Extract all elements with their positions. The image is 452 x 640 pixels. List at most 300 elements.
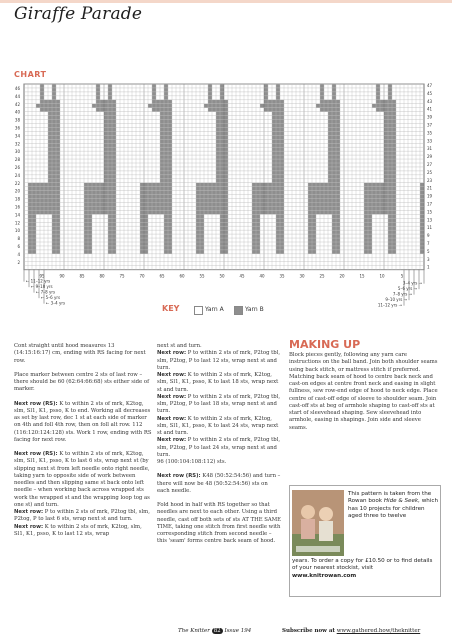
row-number: 20 xyxy=(14,188,20,194)
yarn-b-stitch xyxy=(380,187,384,191)
yarn-b-stitch xyxy=(160,203,164,207)
yarn-b-stitch xyxy=(252,218,256,222)
yarn-b-stitch xyxy=(256,187,260,191)
yarn-b-stitch xyxy=(224,147,228,151)
yarn-b-stitch xyxy=(384,187,388,191)
yarn-b-stitch xyxy=(376,206,380,210)
column-number: 20 xyxy=(339,273,345,279)
yarn-b-stitch xyxy=(308,210,312,214)
yarn-b-stitch xyxy=(104,112,108,116)
yarn-b-stitch xyxy=(40,84,44,88)
yarn-b-stitch xyxy=(388,183,392,187)
yarn-b-stitch xyxy=(316,199,320,203)
yarn-b-stitch xyxy=(104,187,108,191)
yarn-b-stitch xyxy=(276,250,280,254)
yarn-b-stitch xyxy=(104,139,108,143)
yarn-b-stitch xyxy=(88,218,92,222)
yarn-b-stitch xyxy=(280,238,284,242)
row-number: 44 xyxy=(14,93,20,99)
chart-grid xyxy=(24,84,424,270)
yarn-b-stitch xyxy=(392,250,396,254)
yarn-b-stitch xyxy=(332,116,336,120)
column-number: 95 xyxy=(39,273,45,279)
yarn-b-stitch xyxy=(88,210,92,214)
yarn-b-stitch xyxy=(32,230,36,234)
yarn-b-stitch xyxy=(376,104,380,108)
yarn-b-stitch xyxy=(220,210,224,214)
yarn-b-stitch xyxy=(52,175,56,179)
yarn-b-stitch xyxy=(52,195,56,199)
row-number: 11 xyxy=(427,225,433,231)
yarn-b-stitch xyxy=(320,206,324,210)
yarn-b-stitch xyxy=(48,199,52,203)
paragraph xyxy=(14,524,152,539)
yarn-b-stitch xyxy=(372,195,376,199)
yarn-b-stitch xyxy=(92,199,96,203)
yarn-b-stitch xyxy=(152,203,156,207)
yarn-b-stitch xyxy=(376,96,380,100)
yarn-b-stitch xyxy=(84,242,88,246)
yarn-b-stitch xyxy=(32,206,36,210)
yarn-b-stitch xyxy=(164,206,168,210)
yarn-b-stitch xyxy=(112,147,116,151)
yarn-b-stitch xyxy=(56,143,60,147)
rowan-link[interactable]: www.knitrowan.com xyxy=(292,572,357,579)
yarn-b-stitch xyxy=(272,147,276,151)
row-number: 30 xyxy=(14,149,20,155)
row-number: 38 xyxy=(14,117,20,123)
yarn-b-stitch xyxy=(224,127,228,131)
yarn-b-stitch xyxy=(364,218,368,222)
yarn-b-stitch xyxy=(108,246,112,250)
yarn-b-stitch xyxy=(328,139,332,143)
yarn-b-stitch xyxy=(84,238,88,242)
yarn-b-stitch xyxy=(200,214,204,218)
yarn-b-stitch xyxy=(48,116,52,120)
yarn-b-stitch xyxy=(276,155,280,159)
yarn-b-stitch xyxy=(108,226,112,230)
yarn-b-stitch xyxy=(224,206,228,210)
yarn-b-stitch xyxy=(276,159,280,163)
yarn-b-stitch xyxy=(48,143,52,147)
yarn-b-stitch xyxy=(168,100,172,104)
yarn-b-stitch xyxy=(216,171,220,175)
yarn-b-stitch xyxy=(392,163,396,167)
yarn-b-stitch xyxy=(324,199,328,203)
yarn-b-stitch xyxy=(216,183,220,187)
yarn-b-stitch xyxy=(392,104,396,108)
yarn-b-stitch xyxy=(276,127,280,131)
yarn-b-stitch xyxy=(160,104,164,108)
yarn-b-stitch xyxy=(112,226,116,230)
yarn-b-stitch xyxy=(56,195,60,199)
yarn-b-stitch xyxy=(48,139,52,143)
yarn-b-stitch xyxy=(384,163,388,167)
yarn-b-stitch xyxy=(152,183,156,187)
yarn-b-stitch xyxy=(164,210,168,214)
yarn-b-stitch xyxy=(164,171,168,175)
yarn-b-stitch xyxy=(280,127,284,131)
yarn-b-stitch xyxy=(256,199,260,203)
row-number: 16 xyxy=(14,204,20,210)
yarn-b-stitch xyxy=(280,143,284,147)
yarn-b-stitch xyxy=(56,218,60,222)
yarn-b-stitch xyxy=(160,159,164,163)
yarn-b-stitch xyxy=(48,191,52,195)
chart-column-numbers xyxy=(39,274,403,279)
yarn-b-stitch xyxy=(336,108,340,112)
yarn-b-stitch xyxy=(264,195,268,199)
yarn-b-stitch xyxy=(196,210,200,214)
yarn-b-stitch xyxy=(328,127,332,131)
yarn-b-stitch xyxy=(320,84,324,88)
yarn-b-stitch xyxy=(100,210,104,214)
yarn-b-stitch xyxy=(160,112,164,116)
yarn-b-stitch xyxy=(308,187,312,191)
column-number: 85 xyxy=(79,273,85,279)
yarn-b-stitch xyxy=(328,179,332,183)
yarn-b-stitch xyxy=(216,147,220,151)
yarn-a-swatch xyxy=(194,306,203,315)
yarn-b-stitch xyxy=(96,187,100,191)
yarn-b-stitch xyxy=(52,191,56,195)
yarn-b-stitch xyxy=(84,246,88,250)
yarn-b-stitch xyxy=(204,183,208,187)
yarn-b-stitch xyxy=(324,210,328,214)
yarn-b-stitch xyxy=(260,187,264,191)
yarn-b-stitch xyxy=(276,242,280,246)
yarn-b-stitch xyxy=(264,88,268,92)
yarn-b-stitch xyxy=(392,203,396,207)
yarn-b-stitch xyxy=(88,203,92,207)
yarn-b-stitch xyxy=(168,179,172,183)
yarn-b-stitch xyxy=(196,222,200,226)
yarn-b-stitch xyxy=(88,199,92,203)
yarn-b-stitch xyxy=(104,206,108,210)
yarn-b-stitch xyxy=(100,206,104,210)
yarn-b-stitch xyxy=(220,151,224,155)
size-label: ← 11–12 yrs xyxy=(26,278,51,284)
yarn-b-stitch xyxy=(36,195,40,199)
yarn-b-stitch xyxy=(220,234,224,238)
yarn-b-stitch xyxy=(208,100,212,104)
yarn-b-stitch xyxy=(220,206,224,210)
yarn-b-stitch xyxy=(280,139,284,143)
yarn-b-stitch xyxy=(200,238,204,242)
yarn-b-stitch xyxy=(156,183,160,187)
yarn-b-stitch xyxy=(252,187,256,191)
yarn-b-stitch xyxy=(364,242,368,246)
yarn-b-stitch xyxy=(320,187,324,191)
yarn-b-stitch xyxy=(220,108,224,112)
yarn-b-stitch xyxy=(332,226,336,230)
yarn-b-stitch xyxy=(264,203,268,207)
top-rule xyxy=(0,0,452,3)
yarn-b-stitch xyxy=(272,155,276,159)
yarn-b-stitch xyxy=(108,175,112,179)
yarn-b-stitch xyxy=(252,230,256,234)
yarn-b-stitch xyxy=(212,183,216,187)
row-number: 43 xyxy=(427,98,433,104)
yarn-b-stitch xyxy=(40,199,44,203)
column-number: 45 xyxy=(239,273,245,279)
yarn-b-stitch xyxy=(376,88,380,92)
yarn-b-stitch xyxy=(220,222,224,226)
yarn-b-stitch xyxy=(88,191,92,195)
yarn-b-stitch xyxy=(260,195,264,199)
yarn-b-stitch xyxy=(376,199,380,203)
chart-heading: CHART xyxy=(14,70,47,79)
yarn-b-stitch xyxy=(252,210,256,214)
yarn-b-stitch xyxy=(420,214,424,218)
yarn-b-stitch xyxy=(152,206,156,210)
yarn-b-stitch xyxy=(336,222,340,226)
yarn-b-stitch xyxy=(156,104,160,108)
yarn-b-stitch xyxy=(220,195,224,199)
yarn-b-stitch xyxy=(224,218,228,222)
yarn-b-stitch xyxy=(160,151,164,155)
yarn-b-stitch xyxy=(216,151,220,155)
yarn-b-stitch xyxy=(372,210,376,214)
yarn-b-stitch xyxy=(144,206,148,210)
yarn-b-stitch xyxy=(316,203,320,207)
yarn-b-stitch xyxy=(280,250,284,254)
yarn-b-stitch xyxy=(104,183,108,187)
yarn-b-stitch xyxy=(48,195,52,199)
yarn-b-stitch xyxy=(388,191,392,195)
yarn-b-stitch xyxy=(164,242,168,246)
yarn-b-stitch xyxy=(264,187,268,191)
paragraph xyxy=(14,509,152,524)
yarn-b-stitch xyxy=(48,155,52,159)
yarn-b-stitch xyxy=(332,179,336,183)
yarn-b-stitch xyxy=(108,159,112,163)
yarn-b-stitch xyxy=(164,179,168,183)
yarn-b-stitch xyxy=(280,187,284,191)
yarn-b-stitch xyxy=(104,199,108,203)
yarn-b-stitch xyxy=(220,84,224,88)
yarn-b-stitch xyxy=(264,210,268,214)
yarn-b-stitch xyxy=(108,92,112,96)
row-number: 5 xyxy=(427,248,430,254)
yarn-b-label: Yarn B xyxy=(245,306,264,313)
yarn-b-stitch xyxy=(388,179,392,183)
yarn-b-stitch xyxy=(220,155,224,159)
yarn-b-stitch xyxy=(280,116,284,120)
yarn-b-stitch xyxy=(332,171,336,175)
yarn-b-stitch xyxy=(148,206,152,210)
yarn-b-stitch xyxy=(148,187,152,191)
yarn-b-stitch xyxy=(92,203,96,207)
yarn-b-stitch xyxy=(108,191,112,195)
yarn-b-stitch xyxy=(392,242,396,246)
yarn-b-stitch xyxy=(332,183,336,187)
yarn-b-stitch xyxy=(388,127,392,131)
yarn-b-stitch xyxy=(108,195,112,199)
yarn-b-stitch xyxy=(376,187,380,191)
yarn-b-stitch xyxy=(368,246,372,250)
yarn-b-stitch xyxy=(224,163,228,167)
yarn-b-stitch xyxy=(308,199,312,203)
yarn-b-stitch xyxy=(164,108,168,112)
yarn-b-stitch xyxy=(308,242,312,246)
yarn-b-stitch xyxy=(56,175,60,179)
yarn-b-stitch xyxy=(28,191,32,195)
yarn-b-stitch xyxy=(56,230,60,234)
yarn-b-stitch xyxy=(392,230,396,234)
yarn-b-stitch xyxy=(220,143,224,147)
column-number: 15 xyxy=(359,273,365,279)
yarn-b-stitch xyxy=(312,183,316,187)
yarn-b-stitch xyxy=(40,191,44,195)
yarn-b-stitch xyxy=(220,171,224,175)
yarn-b-stitch xyxy=(144,226,148,230)
yarn-b-stitch xyxy=(196,250,200,254)
yarn-b-stitch xyxy=(208,88,212,92)
yarn-b-stitch xyxy=(392,159,396,163)
yarn-b-stitch xyxy=(252,222,256,226)
yarn-b-stitch xyxy=(164,238,168,242)
yarn-b-stitch xyxy=(328,183,332,187)
yarn-b-stitch xyxy=(108,135,112,139)
yarn-b-stitch xyxy=(104,100,108,104)
yarn-b-stitch xyxy=(144,203,148,207)
yarn-b-stitch xyxy=(312,222,316,226)
yarn-b-stitch xyxy=(160,108,164,112)
yarn-b-stitch xyxy=(156,100,160,104)
yarn-b-stitch xyxy=(104,147,108,151)
yarn-b-stitch xyxy=(368,222,372,226)
yarn-b-stitch xyxy=(208,206,212,210)
knitting-chart xyxy=(0,78,452,308)
row-number: 27 xyxy=(427,162,433,167)
yarn-b-stitch xyxy=(220,120,224,124)
yarn-b-stitch xyxy=(112,112,116,116)
row-lead: Next row: xyxy=(157,350,187,357)
yarn-b-stitch xyxy=(168,203,172,207)
yarn-b-stitch xyxy=(28,203,32,207)
yarn-b-stitch xyxy=(328,124,332,128)
yarn-b-stitch xyxy=(392,206,396,210)
row-number: 47 xyxy=(427,83,433,88)
yarn-b-stitch xyxy=(164,112,168,116)
yarn-b-stitch xyxy=(56,116,60,120)
row-text: P to within 2 sts of mrk, P2tog tbl, slm, P2tog, P to last 6 sts, wrap next st and turn. xyxy=(14,509,150,523)
yarn-b-stitch xyxy=(152,187,156,191)
row-lead: Next row: xyxy=(157,415,187,422)
yarn-b-stitch xyxy=(168,206,172,210)
yarn-a-label: Yarn A xyxy=(205,306,224,313)
yarn-b-stitch xyxy=(384,155,388,159)
yarn-b-stitch xyxy=(48,187,52,191)
yarn-b-stitch xyxy=(144,191,148,195)
yarn-b-stitch xyxy=(312,195,316,199)
yarn-b-stitch xyxy=(204,199,208,203)
yarn-b-stitch xyxy=(220,159,224,163)
yarn-b-stitch xyxy=(384,143,388,147)
yarn-b-stitch xyxy=(276,187,280,191)
yarn-b-stitch xyxy=(200,191,204,195)
yarn-b-stitch xyxy=(112,238,116,242)
yarn-b-stitch xyxy=(40,195,44,199)
yarn-b-stitch xyxy=(56,151,60,155)
yarn-b-stitch xyxy=(392,135,396,139)
yarn-b-stitch xyxy=(204,195,208,199)
yarn-b-stitch xyxy=(160,131,164,135)
paragraph xyxy=(14,451,152,509)
yarn-b-stitch xyxy=(40,108,44,112)
yarn-b-stitch xyxy=(388,84,392,88)
yarn-b-stitch xyxy=(388,139,392,143)
size-label: ← 9–10 yrs xyxy=(31,284,53,290)
row-text: next st and turn. xyxy=(157,343,202,349)
yarn-b-stitch xyxy=(328,199,332,203)
yarn-b-stitch xyxy=(112,246,116,250)
yarn-b-stitch xyxy=(312,250,316,254)
yarn-b-stitch xyxy=(52,139,56,143)
row-number: 8 xyxy=(17,236,20,242)
yarn-b-stitch xyxy=(364,234,368,238)
yarn-b-stitch xyxy=(224,203,228,207)
yarn-b-stitch xyxy=(336,124,340,128)
yarn-b-stitch xyxy=(372,199,376,203)
row-number: 10 xyxy=(14,228,20,234)
yarn-b-stitch xyxy=(140,246,144,250)
yarn-b-stitch xyxy=(164,203,168,207)
yarn-b-stitch xyxy=(392,147,396,151)
column-number: 40 xyxy=(259,273,265,279)
yarn-b-stitch xyxy=(168,175,172,179)
yarn-b-stitch xyxy=(48,127,52,131)
row-text: K to within 2 sts of mrk, K2tog, slm, Sl1, K1, psso, K to last 24 sts, wrap next st and turn. xyxy=(157,415,279,436)
yarn-b-stitch xyxy=(392,246,396,250)
yarn-b-stitch xyxy=(280,214,284,218)
yarn-b-stitch xyxy=(336,175,340,179)
yarn-b-stitch xyxy=(368,234,372,238)
row-number: 32 xyxy=(14,141,20,147)
yarn-b-stitch xyxy=(376,195,380,199)
yarn-b-stitch xyxy=(388,124,392,128)
yarn-b-stitch xyxy=(388,116,392,120)
yarn-b-stitch xyxy=(364,230,368,234)
yarn-b-stitch xyxy=(220,226,224,230)
yarn-b-stitch xyxy=(104,195,108,199)
yarn-b-stitch xyxy=(112,218,116,222)
yarn-b-stitch xyxy=(392,167,396,171)
yarn-b-stitch xyxy=(40,183,44,187)
yarn-b-stitch xyxy=(392,124,396,128)
yarn-b-stitch xyxy=(380,199,384,203)
yarn-b-stitch xyxy=(196,183,200,187)
yarn-b-stitch xyxy=(28,218,32,222)
yarn-b-stitch xyxy=(152,92,156,96)
yarn-b-stitch xyxy=(264,191,268,195)
yarn-b-stitch xyxy=(164,124,168,128)
yarn-b-stitch xyxy=(280,175,284,179)
yarn-b-stitch xyxy=(328,120,332,124)
yarn-b-stitch xyxy=(104,124,108,128)
yarn-b-stitch xyxy=(32,250,36,254)
yarn-b-stitch xyxy=(216,131,220,135)
yarn-b-stitch xyxy=(48,206,52,210)
subscribe-link[interactable]: www.gathered.how/theknitter xyxy=(336,628,421,634)
yarn-b-stitch xyxy=(216,116,220,120)
yarn-b-stitch xyxy=(32,195,36,199)
yarn-b-stitch xyxy=(196,191,200,195)
row-number: 9 xyxy=(427,233,430,239)
yarn-b-stitch xyxy=(220,124,224,128)
yarn-b-stitch xyxy=(204,210,208,214)
